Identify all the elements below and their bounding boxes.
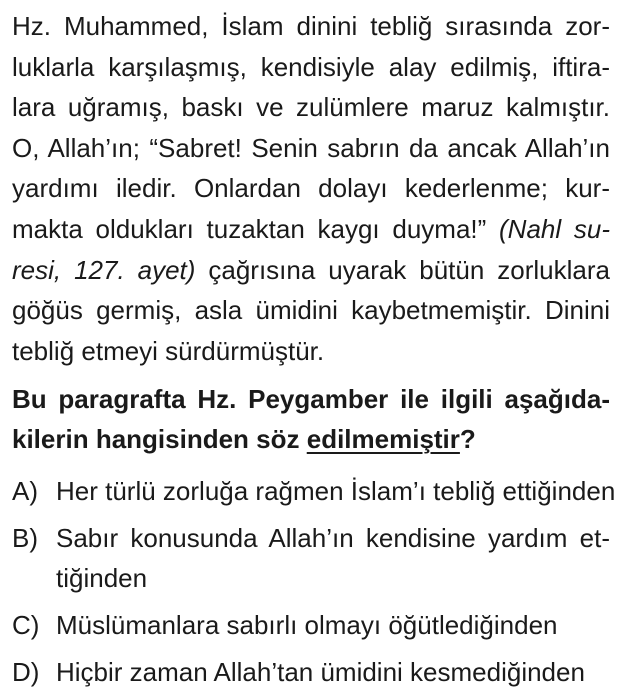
option-c[interactable] xyxy=(12,605,610,645)
passage-text: çağrısına uyarak bütün zorluklara xyxy=(208,254,610,285)
verse-reference: (Nahl su- xyxy=(499,213,610,244)
option-d[interactable] xyxy=(12,652,610,692)
option-letter: D) xyxy=(12,657,40,688)
question-mark: ? xyxy=(459,424,476,455)
option-a[interactable] xyxy=(12,471,616,511)
option-letter: C) xyxy=(12,610,40,641)
question-page xyxy=(12,6,616,699)
passage-line: luklarla karşılaşmış, kendisiyle alay edilmiş, iftira- xyxy=(12,51,610,82)
option-text: tiğinden xyxy=(56,563,148,594)
passage-line: tebliğ etmeyi sürdürmüştür. xyxy=(12,335,325,366)
option-text: Hiçbir zaman Allah’tan ümidini kesmediğinden xyxy=(56,657,585,688)
question-line: Bu paragrafta Hz. Peygamber ile ilgili aşağıda- xyxy=(12,384,610,415)
verse-reference: resi, 127. ayet) xyxy=(12,254,196,285)
negation-keyword: edilmemiştir xyxy=(306,424,460,455)
option-text: Her türlü zorluğa rağmen İslam’ı tebliğ ettiğinden xyxy=(56,476,616,507)
option-text: Sabır konusunda Allah’ın kendisine yardım et- xyxy=(56,523,610,554)
passage-line: göğüs germiş, asla ümidini kaybetmemiştir. Dinini xyxy=(12,295,610,326)
question-stem xyxy=(12,379,610,459)
passage-line: O, Allah’ın; “Sabret! Senin sabrın da ancak Allah’ın xyxy=(12,132,610,163)
passage-line xyxy=(12,250,610,291)
question-line xyxy=(12,419,610,459)
option-b[interactable] xyxy=(12,518,610,598)
option-letter: B) xyxy=(12,523,38,554)
passage-line xyxy=(12,209,610,250)
question-text: kilerin hangisinden söz xyxy=(12,424,300,455)
answer-options xyxy=(12,471,616,692)
passage-paragraph xyxy=(12,6,610,371)
passage-line: lara uğramış, baskı ve zulümlere maruz kalmıştır. xyxy=(12,92,610,123)
passage-line: Hz. Muhammed, İslam dinini tebliğ sırasında zor- xyxy=(12,11,610,41)
passage-line: yardımı iledir. Onlardan dolayı kederlenme; kur- xyxy=(12,173,610,204)
option-text: Müslümanlara sabırlı olmayı öğütlediğinden xyxy=(56,610,558,641)
passage-text: makta oldukları tuzaktan kaygı duyma!” xyxy=(12,213,487,244)
option-letter: A) xyxy=(12,476,38,507)
